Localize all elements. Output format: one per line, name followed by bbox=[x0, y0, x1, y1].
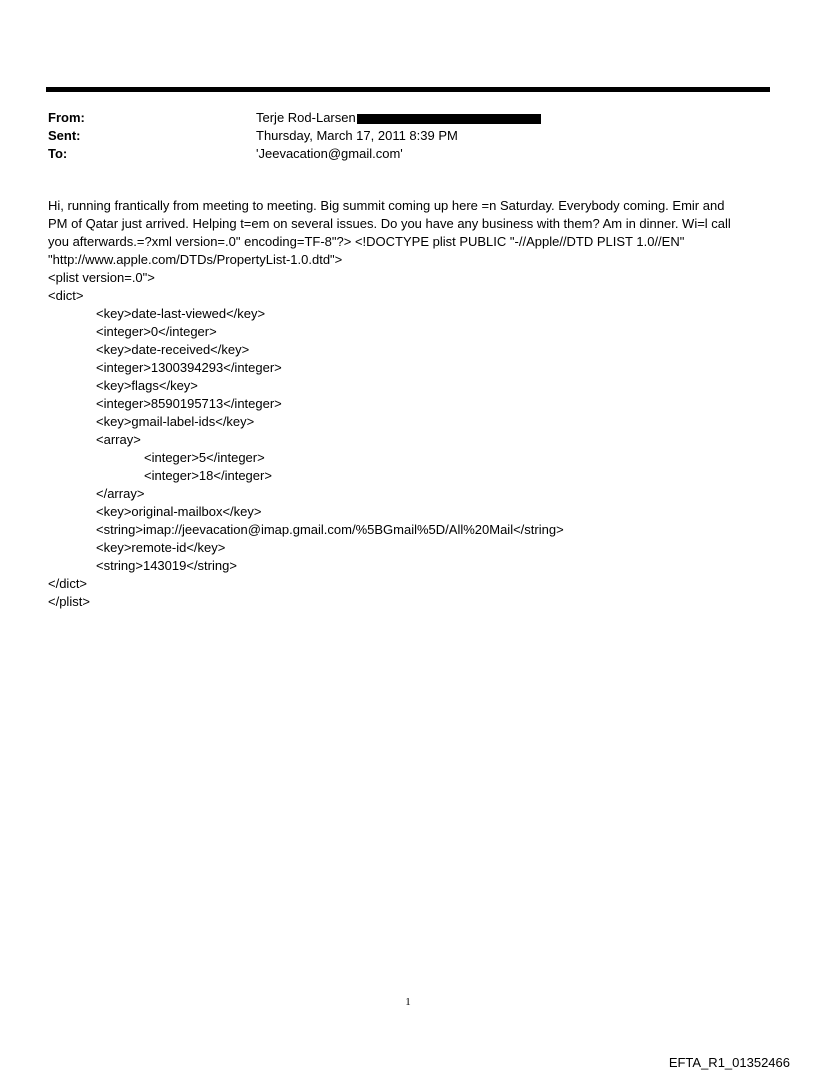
body-line: <key>original-mailbox</key> bbox=[96, 504, 262, 519]
redaction-bar bbox=[357, 114, 527, 124]
body-line: <plist version=.0"> bbox=[48, 270, 155, 285]
body-line: <key>date-last-viewed</key> bbox=[96, 306, 266, 321]
body-line: <array> bbox=[96, 432, 141, 447]
body-line: <string>imap://jeevacation@imap.gmail.com/%5BGmail%5D/All%20Mail</string> bbox=[96, 522, 564, 537]
body-line: you afterwards.=?xml version=.0" encoding=TF-8"?> <!DOCTYPE plist PUBLIC "-//Apple//DTD PLIST 1.0//EN" bbox=[48, 234, 685, 249]
body-line: <string>143019</string> bbox=[96, 558, 237, 573]
body-line: <integer>18</integer> bbox=[144, 468, 272, 483]
sender-name: Terje Rod-Larsen bbox=[256, 110, 356, 125]
redaction-bar bbox=[527, 114, 541, 124]
to-value: 'Jeevacation@gmail.com' bbox=[256, 146, 403, 161]
email-body bbox=[48, 197, 764, 611]
body-line: <dict> bbox=[48, 288, 84, 303]
body-line: </dict> bbox=[48, 576, 88, 591]
sent-value: Thursday, March 17, 2011 8:39 PM bbox=[256, 128, 458, 143]
body-line: <key>remote-id</key> bbox=[96, 540, 226, 555]
from-value bbox=[256, 109, 541, 127]
body-line: <integer>0</integer> bbox=[96, 324, 217, 339]
body-line: <key>flags</key> bbox=[96, 378, 198, 393]
body-line: <integer>1300394293</integer> bbox=[96, 360, 282, 375]
body-line: <key>date-received</key> bbox=[96, 342, 250, 357]
header-rule bbox=[46, 87, 770, 92]
page-number: 1 bbox=[405, 996, 411, 1008]
sent-label: Sent: bbox=[48, 128, 81, 143]
body-line: Hi, running frantically from meeting to meeting. Big summit coming up here =n Saturday. Everybody coming. Emir and bbox=[48, 198, 725, 213]
body-line: "http://www.apple.com/DTDs/PropertyList-1.0.dtd"> bbox=[48, 252, 343, 267]
body-line: <integer>5</integer> bbox=[144, 450, 265, 465]
body-line: <key>gmail-label-ids</key> bbox=[96, 414, 255, 429]
body-line: </plist> bbox=[48, 594, 90, 609]
body-line: <integer>8590195713</integer> bbox=[96, 396, 282, 411]
body-line: </array> bbox=[96, 486, 145, 501]
to-label: To: bbox=[48, 146, 68, 161]
body-line: PM of Qatar just arrived. Helping t=em on several issues. Do you have any business with them? Am in dinner. Wi=l call bbox=[48, 216, 731, 231]
bates-number: EFTA_R1_01352466 bbox=[668, 1055, 790, 1070]
from-label: From: bbox=[48, 110, 85, 125]
